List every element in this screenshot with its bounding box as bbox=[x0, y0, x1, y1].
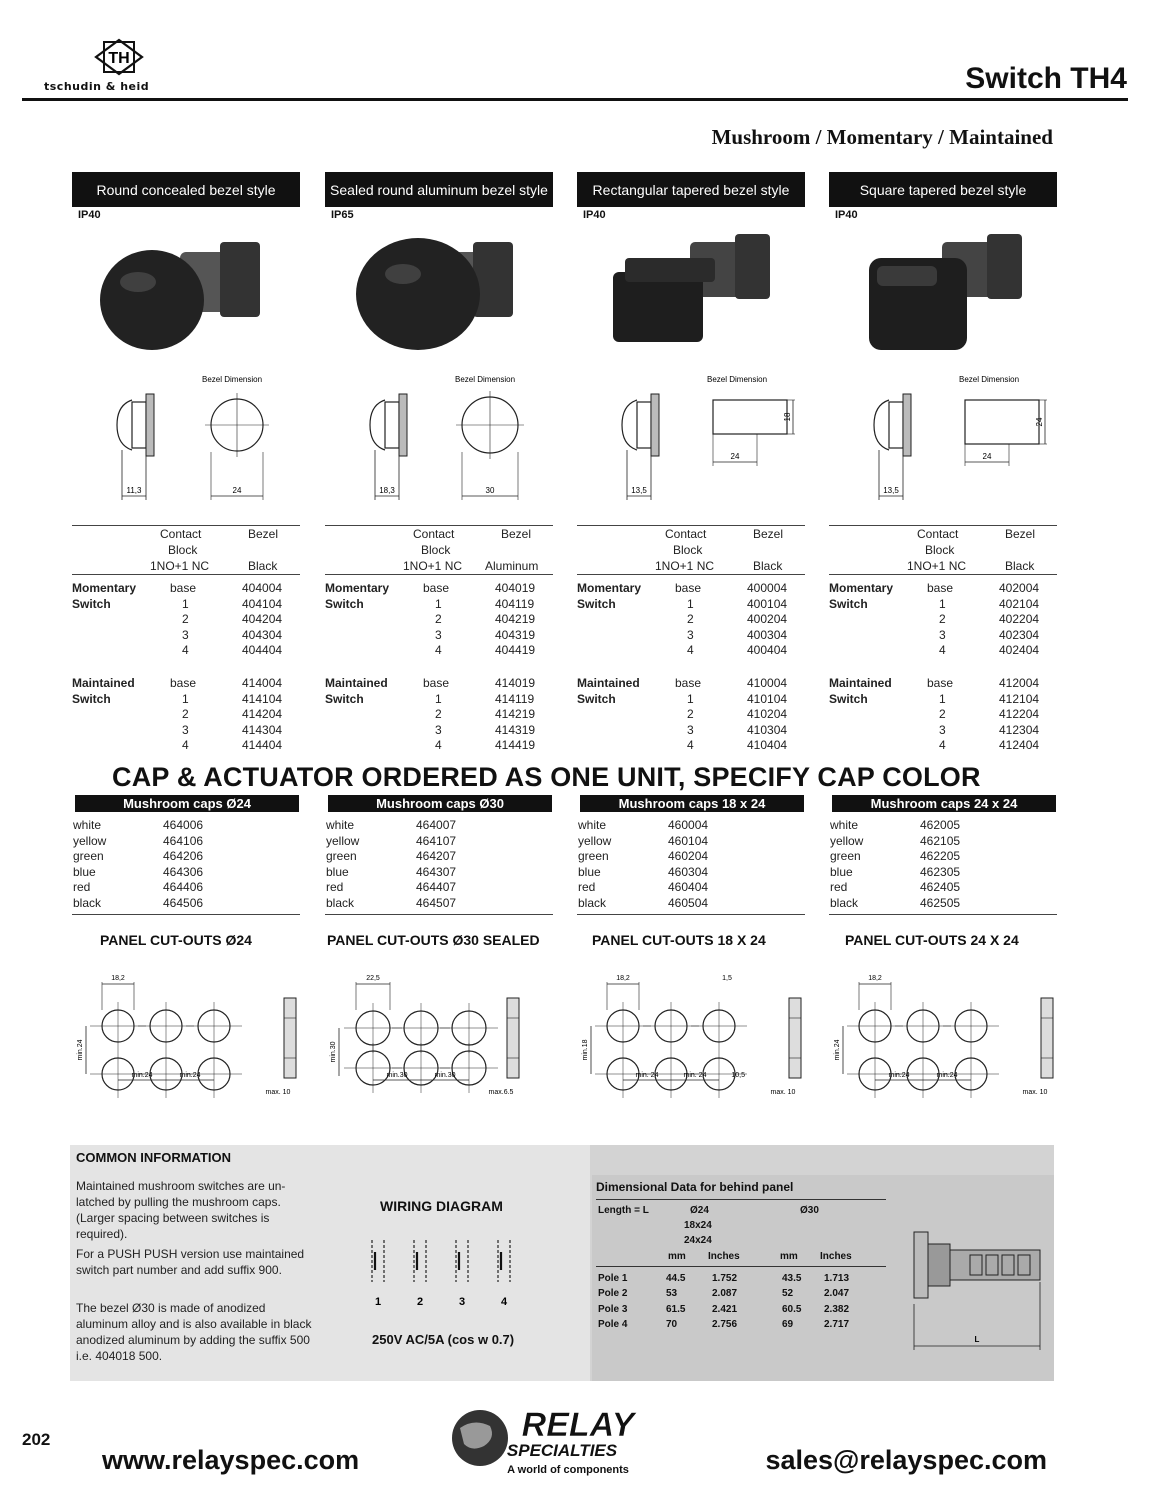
maintained-label-2: Switch bbox=[72, 691, 111, 706]
table-rule bbox=[829, 574, 1057, 575]
panel-side-dim: min.18 bbox=[582, 1039, 589, 1061]
cap-color-label: yellow bbox=[326, 833, 360, 848]
part-number: 404319 bbox=[495, 627, 536, 642]
step-label: 3 bbox=[687, 722, 694, 737]
bezel-drawing-icon bbox=[829, 370, 1057, 510]
step-label: 4 bbox=[939, 643, 946, 658]
part-number: 412404 bbox=[999, 738, 1040, 753]
step-label: 2 bbox=[687, 707, 694, 722]
table-header-block: Block bbox=[925, 543, 955, 557]
table-header-contact: Contact bbox=[160, 527, 202, 541]
step-label: 3 bbox=[182, 627, 189, 642]
cap-color-label: red bbox=[830, 880, 848, 895]
cap-rule bbox=[829, 914, 1057, 915]
cap-part-number: 462505 bbox=[920, 896, 961, 910]
panel-bottom-dim-1: min.24 bbox=[131, 1072, 153, 1079]
panel-top-dim: 18,2 bbox=[111, 975, 125, 982]
panel-bottom-dim-3: 10,5 bbox=[731, 1072, 746, 1079]
momentary-label-2: Switch bbox=[325, 596, 364, 611]
cap-color-label: blue bbox=[830, 864, 853, 879]
cap-part-number: 460104 bbox=[668, 833, 709, 848]
panel-side-dim: min.24 bbox=[834, 1039, 841, 1061]
dim-mm-30: 43.5 bbox=[782, 1273, 802, 1284]
cap-part-number: 462205 bbox=[920, 849, 961, 864]
step-label: base bbox=[423, 581, 450, 595]
cap-color-label: green bbox=[830, 849, 861, 864]
step-label: 2 bbox=[435, 612, 442, 627]
cap-color-label: red bbox=[326, 880, 344, 895]
cap-color-label: yellow bbox=[73, 833, 107, 848]
panel-bottom-dim-2: min.24 bbox=[179, 1072, 201, 1079]
maintained-label-1: Maintained bbox=[829, 676, 892, 690]
dim-mm2: mm bbox=[780, 1251, 798, 1262]
bezel-drawing-icon bbox=[72, 370, 300, 510]
page-title: Switch TH4 bbox=[965, 62, 1127, 95]
dim-col1: Ø24 bbox=[690, 1205, 709, 1216]
part-number: 402104 bbox=[999, 596, 1040, 611]
ip-rating: IP40 bbox=[78, 209, 101, 221]
page-subtitle: Mushroom / Momentary / Maintained bbox=[711, 125, 1053, 149]
part-number: 410204 bbox=[747, 707, 788, 722]
part-number: 414319 bbox=[495, 722, 536, 737]
cap-part-number: 464307 bbox=[416, 864, 457, 879]
part-number: 400404 bbox=[747, 643, 788, 658]
dim-label-a: 11,3 bbox=[126, 486, 142, 495]
cap-part-number: 460504 bbox=[668, 896, 709, 910]
table-header-nonc: 1NO+1 NC bbox=[403, 559, 463, 573]
table-header-nonc: 1NO+1 NC bbox=[907, 559, 967, 573]
step-label: base bbox=[927, 581, 954, 595]
part-number: 400104 bbox=[747, 596, 788, 611]
part-number: 404304 bbox=[242, 627, 283, 642]
dim-inch-24: 1.752 bbox=[712, 1273, 738, 1284]
cap-color-label: white bbox=[830, 818, 859, 832]
dim-mm-24: 53 bbox=[666, 1288, 678, 1300]
dimensional-title: Dimensional Data for behind panel bbox=[596, 1180, 794, 1194]
style-header: Sealed round aluminum bezel style bbox=[325, 172, 553, 207]
part-number: 414304 bbox=[242, 722, 283, 737]
panel-top-dim: 22,5 bbox=[366, 975, 380, 982]
part-number: 404419 bbox=[495, 643, 536, 658]
table-rule bbox=[325, 525, 553, 526]
step-label: 4 bbox=[687, 643, 694, 658]
table-header-bezel: Bezel bbox=[248, 527, 279, 541]
step-label: base bbox=[170, 581, 197, 595]
dim-col2: Ø30 bbox=[800, 1205, 819, 1216]
part-number: 404019 bbox=[495, 581, 536, 595]
common-info-p2: For a PUSH PUSH version use maintained switch part number and add suffix 900. bbox=[76, 1247, 305, 1277]
cap-color-label: white bbox=[326, 818, 355, 832]
cap-part-number: 462305 bbox=[920, 864, 961, 879]
table-rule bbox=[829, 525, 1057, 526]
part-number: 400204 bbox=[747, 612, 788, 627]
bezel-drawing-icon bbox=[325, 370, 553, 510]
bezel-drawing-icon bbox=[577, 370, 805, 510]
dim-inch-24: 2.421 bbox=[712, 1303, 738, 1315]
dim-pole-label: Pole 2 bbox=[598, 1288, 628, 1300]
cap-color-label: green bbox=[326, 849, 357, 864]
step-label: 2 bbox=[939, 707, 946, 722]
cap-rule bbox=[325, 914, 553, 915]
wiring-rating: 250V AC/5A (cos w 0.7) bbox=[372, 1332, 515, 1347]
panel-bottom-dim-1: min.24 bbox=[888, 1072, 910, 1079]
step-label: base bbox=[675, 676, 702, 690]
wiring-pole-label: 2 bbox=[416, 1296, 424, 1308]
part-number: 400304 bbox=[747, 627, 788, 642]
table-header-contact: Contact bbox=[665, 527, 707, 541]
table-rule bbox=[577, 525, 805, 526]
bezel-dimension-label: Bezel Dimension bbox=[958, 375, 1020, 384]
cap-header: Mushroom caps Ø24 bbox=[75, 795, 299, 812]
cap-header: Mushroom caps Ø30 bbox=[328, 795, 552, 812]
part-number: 404219 bbox=[495, 612, 536, 627]
style-header: Round concealed bezel style bbox=[72, 172, 300, 207]
part-number: 414004 bbox=[242, 676, 283, 690]
cap-part-number: 464407 bbox=[416, 880, 457, 895]
panel-top-dim: 18,2 bbox=[616, 975, 630, 982]
bezel-dimension-label: Bezel Dimension bbox=[201, 375, 263, 384]
table-rule bbox=[72, 574, 300, 575]
step-label: 1 bbox=[687, 596, 694, 611]
dim-mm-24: 70 bbox=[666, 1319, 678, 1331]
table-header-bezel: Bezel bbox=[501, 527, 532, 541]
maintained-label-1: Maintained bbox=[72, 676, 135, 690]
dim-pole-label: Pole 1 bbox=[598, 1273, 628, 1284]
panel-side-dim: min.30 bbox=[330, 1041, 337, 1063]
step-label: 3 bbox=[939, 627, 946, 642]
table-header-bezel-color: Aluminum bbox=[485, 559, 539, 573]
step-label: base bbox=[675, 581, 702, 595]
cap-color-label: black bbox=[578, 896, 607, 910]
table-rule bbox=[577, 574, 805, 575]
logo-relay: RELAY bbox=[521, 1406, 635, 1444]
cap-color-label: red bbox=[73, 880, 91, 895]
panel-bottom-dim-2: min. 24 bbox=[683, 1072, 707, 1079]
part-number: 404404 bbox=[242, 643, 283, 658]
cap-color-label: black bbox=[73, 896, 102, 910]
dim-mm-30: 60.5 bbox=[782, 1303, 802, 1315]
table-header-contact: Contact bbox=[917, 527, 959, 541]
cap-part-number: 464106 bbox=[163, 833, 204, 848]
table-rule bbox=[325, 574, 553, 575]
dim-label-c: 18 bbox=[783, 412, 792, 422]
cap-rule bbox=[72, 914, 300, 915]
dim-label-b: 24 bbox=[730, 452, 740, 461]
momentary-label-1: Momentary bbox=[72, 581, 137, 595]
step-label: 3 bbox=[435, 627, 442, 642]
cap-part-number: 464007 bbox=[416, 818, 457, 832]
table-header-bezel-color: Black bbox=[1005, 559, 1035, 573]
dim-label-b: 30 bbox=[485, 486, 495, 495]
wiring-diagram-icon bbox=[356, 1232, 546, 1312]
panel-cutout-title: PANEL CUT-OUTS 24 X 24 bbox=[845, 932, 1019, 948]
momentary-label-1: Momentary bbox=[325, 581, 390, 595]
part-number: 412204 bbox=[999, 707, 1040, 722]
ip-rating: IP65 bbox=[331, 209, 354, 221]
part-number: 414019 bbox=[495, 676, 536, 690]
cap-part-number: 462105 bbox=[920, 833, 961, 848]
maintained-label-1: Maintained bbox=[325, 676, 388, 690]
cap-color-label: green bbox=[73, 849, 104, 864]
part-number: 412304 bbox=[999, 722, 1040, 737]
part-number: 414404 bbox=[242, 738, 283, 753]
globe-logo-icon bbox=[438, 1402, 678, 1482]
panel-cutout-title: PANEL CUT-OUTS Ø24 bbox=[100, 932, 252, 948]
table-rule bbox=[72, 525, 300, 526]
part-number: 414219 bbox=[495, 707, 536, 722]
wiring-pole-label: 3 bbox=[458, 1296, 466, 1308]
switch-photo-icon bbox=[343, 222, 543, 372]
momentary-label-2: Switch bbox=[577, 596, 616, 611]
table-header-bezel: Bezel bbox=[753, 527, 784, 541]
step-label: 2 bbox=[182, 612, 189, 627]
cap-part-number: 464107 bbox=[416, 833, 457, 848]
step-label: 2 bbox=[435, 707, 442, 722]
cap-color-label: black bbox=[326, 896, 355, 910]
part-number: 404004 bbox=[242, 581, 283, 595]
table-header-nonc: 1NO+1 NC bbox=[150, 559, 210, 573]
step-label: 2 bbox=[182, 707, 189, 722]
dim-label-c: 24 bbox=[1035, 417, 1044, 427]
panel-bottom-dim-2: min.30 bbox=[434, 1072, 456, 1079]
step-label: base bbox=[423, 676, 450, 690]
wiring-title: WIRING DIAGRAM bbox=[380, 1198, 503, 1214]
momentary-label-1: Momentary bbox=[829, 581, 894, 595]
part-number: 400004 bbox=[747, 581, 788, 595]
behind-length-label: L bbox=[974, 1335, 980, 1344]
step-label: 2 bbox=[939, 612, 946, 627]
part-number: 410104 bbox=[747, 691, 788, 706]
step-label: 4 bbox=[182, 738, 189, 753]
part-number: 404204 bbox=[242, 612, 283, 627]
cap-header: Mushroom caps 24 x 24 bbox=[832, 795, 1056, 812]
dim-inch-30: 1.713 bbox=[824, 1273, 850, 1284]
cap-color-label: green bbox=[578, 849, 609, 864]
dim-col1b: 18x24 bbox=[684, 1220, 712, 1231]
cap-color-label: black bbox=[830, 896, 859, 910]
cap-color-label: yellow bbox=[830, 833, 864, 848]
dim-in2: Inches bbox=[820, 1251, 852, 1262]
step-label: 1 bbox=[435, 596, 442, 611]
cap-color-label: blue bbox=[73, 864, 96, 879]
step-label: 4 bbox=[435, 643, 442, 658]
step-label: 3 bbox=[182, 722, 189, 737]
table-header-bezel: Bezel bbox=[1005, 527, 1036, 541]
panel-cutout-drawing-icon bbox=[829, 960, 1069, 1130]
wiring-pole-label: 4 bbox=[500, 1296, 508, 1308]
panel-side-dim: min.24 bbox=[77, 1039, 84, 1061]
step-label: 3 bbox=[687, 627, 694, 642]
step-label: 1 bbox=[182, 691, 189, 706]
cap-part-number: 464207 bbox=[416, 849, 457, 864]
cap-part-number: 464306 bbox=[163, 864, 204, 879]
cap-color-label: blue bbox=[578, 864, 601, 879]
part-number: 410404 bbox=[747, 738, 788, 753]
dim-length-label: Length = L bbox=[598, 1205, 649, 1216]
cap-part-number: 464507 bbox=[416, 896, 457, 910]
cap-color-label: blue bbox=[326, 864, 349, 879]
step-label: 4 bbox=[182, 643, 189, 658]
logo-specialties: SPECIALTIES bbox=[506, 1441, 618, 1460]
step-label: 1 bbox=[939, 596, 946, 611]
ip-rating: IP40 bbox=[835, 209, 858, 221]
step-label: 4 bbox=[939, 738, 946, 753]
part-number: 402404 bbox=[999, 643, 1040, 658]
dim-label-a: 13,5 bbox=[883, 486, 899, 495]
dim-inch-30: 2.047 bbox=[824, 1288, 850, 1300]
switch-photo-icon bbox=[595, 222, 795, 372]
th-logo-icon bbox=[44, 36, 194, 80]
panel-cutout-drawing-icon bbox=[72, 960, 312, 1130]
step-label: 2 bbox=[687, 612, 694, 627]
cap-color-label: white bbox=[73, 818, 102, 832]
maintained-label-2: Switch bbox=[829, 691, 868, 706]
dim-inch-24: 2.087 bbox=[712, 1288, 738, 1300]
dim-label-a: 13,5 bbox=[631, 486, 647, 495]
step-label: 1 bbox=[939, 691, 946, 706]
common-info-p3: The bezel Ø30 is made of anodized aluminum alloy and is also available in black anodized aluminum by adding the suffix 500 i.e. 404018 500. bbox=[76, 1301, 312, 1363]
style-header: Square tapered bezel style bbox=[829, 172, 1057, 207]
panel-cutout-drawing-icon bbox=[325, 960, 565, 1130]
panel-bottom-dim-2: min.24 bbox=[936, 1072, 958, 1079]
page-number: 202 bbox=[22, 1430, 51, 1449]
style-header: Rectangular tapered bezel style bbox=[577, 172, 805, 207]
part-number: 414104 bbox=[242, 691, 283, 706]
part-number: 414419 bbox=[495, 738, 536, 753]
panel-cutout-title: PANEL CUT-OUTS 18 X 24 bbox=[592, 932, 766, 948]
cap-part-number: 460204 bbox=[668, 849, 709, 864]
table-header-block: Block bbox=[168, 543, 198, 557]
wiring-pole-label: 1 bbox=[374, 1296, 382, 1308]
part-number: 404119 bbox=[495, 596, 535, 611]
common-info-p1: Maintained mushroom switches are un-latched by pulling the mushroom caps. (Larger spacing between switches is required). bbox=[76, 1179, 286, 1241]
cap-color-label: yellow bbox=[578, 833, 612, 848]
part-number: 410304 bbox=[747, 722, 788, 737]
switch-photo-icon bbox=[90, 222, 290, 372]
cap-part-number: 460004 bbox=[668, 818, 709, 832]
step-label: base bbox=[927, 676, 954, 690]
part-number: 414119 bbox=[495, 691, 535, 706]
step-label: base bbox=[170, 676, 197, 690]
switch-photo-icon bbox=[847, 222, 1047, 372]
momentary-label-1: Momentary bbox=[577, 581, 642, 595]
cap-part-number: 464506 bbox=[163, 896, 204, 910]
part-number: 402004 bbox=[999, 581, 1040, 595]
cap-part-number: 460304 bbox=[668, 864, 709, 879]
header-rule bbox=[22, 98, 1128, 101]
table-header-bezel-color: Black bbox=[753, 559, 783, 573]
panel-max-thickness: max. 10 bbox=[1022, 1089, 1048, 1096]
part-number: 404104 bbox=[242, 596, 283, 611]
part-number: 414204 bbox=[242, 707, 283, 722]
panel-bottom-dim-1: min.30 bbox=[386, 1072, 408, 1079]
table-header-bezel-color: Black bbox=[248, 559, 278, 573]
step-label: 4 bbox=[435, 738, 442, 753]
part-number: 402304 bbox=[999, 627, 1040, 642]
dim-inch-24: 2.756 bbox=[712, 1319, 738, 1331]
cap-header: Mushroom caps 18 x 24 bbox=[580, 795, 804, 812]
panel-max-thickness: max. 10 bbox=[265, 1089, 291, 1096]
bezel-dimension-label: Bezel Dimension bbox=[454, 375, 516, 384]
table-header-contact: Contact bbox=[413, 527, 455, 541]
dim-col1c: 24x24 bbox=[684, 1235, 712, 1246]
dim-in1: Inches bbox=[708, 1251, 740, 1262]
bezel-dimension-label: Bezel Dimension bbox=[706, 375, 768, 384]
momentary-label-2: Switch bbox=[829, 596, 868, 611]
dim-label-b: 24 bbox=[232, 486, 242, 495]
brand-name: tschudin & heid bbox=[44, 80, 150, 93]
cap-rule bbox=[577, 914, 805, 915]
step-label: 1 bbox=[435, 691, 442, 706]
panel-bottom-dim-1: min. 24 bbox=[635, 1072, 659, 1079]
brand-logo bbox=[44, 36, 194, 96]
step-label: 3 bbox=[435, 722, 442, 737]
table-header-block: Block bbox=[421, 543, 451, 557]
email-link[interactable]: sales@relayspec.com bbox=[765, 1445, 1047, 1475]
panel-top-dim-2: 1,5 bbox=[722, 975, 732, 982]
logo-tagline: A world of components bbox=[507, 1464, 629, 1476]
common-info-heading: COMMON INFORMATION bbox=[76, 1150, 232, 1165]
part-number: 412104 bbox=[999, 691, 1040, 706]
dim-mm-30: 52 bbox=[782, 1288, 794, 1300]
dim-mm-30: 69 bbox=[782, 1319, 794, 1331]
logo-mark: TH bbox=[108, 50, 130, 67]
part-number: 402204 bbox=[999, 612, 1040, 627]
order-banner: CAP & ACTUATOR ORDERED AS ONE UNIT, SPECIFY CAP COLOR bbox=[112, 762, 981, 792]
ip-rating: IP40 bbox=[583, 209, 606, 221]
part-number: 412004 bbox=[999, 676, 1040, 690]
relay-specialties-logo bbox=[438, 1402, 678, 1482]
behind-panel-dimension-icon bbox=[904, 1222, 1050, 1362]
cap-part-number: 464006 bbox=[163, 818, 204, 832]
step-label: 1 bbox=[687, 691, 694, 706]
cap-part-number: 462405 bbox=[920, 880, 961, 895]
dim-mm-24: 61.5 bbox=[666, 1303, 686, 1315]
cap-part-number: 464206 bbox=[163, 849, 204, 864]
dim-inch-30: 2.382 bbox=[824, 1303, 850, 1315]
panel-max-thickness: max. 10 bbox=[770, 1089, 796, 1096]
dim-mm-24: 44.5 bbox=[666, 1273, 686, 1284]
panel-cutout-drawing-icon bbox=[577, 960, 817, 1130]
dim-label-a: 18,3 bbox=[379, 486, 395, 495]
step-label: 3 bbox=[939, 722, 946, 737]
panel-top-dim: 18,2 bbox=[868, 975, 882, 982]
cap-part-number: 462005 bbox=[920, 818, 961, 832]
step-label: 4 bbox=[687, 738, 694, 753]
dim-mm1: mm bbox=[668, 1251, 686, 1262]
step-label: 1 bbox=[182, 596, 189, 611]
panel-max-thickness: max.6.5 bbox=[488, 1089, 514, 1096]
cap-color-label: white bbox=[578, 818, 607, 832]
momentary-label-2: Switch bbox=[72, 596, 111, 611]
dim-pole-label: Pole 4 bbox=[598, 1319, 628, 1331]
panel-cutout-title: PANEL CUT-OUTS Ø30 SEALED bbox=[327, 932, 540, 948]
table-header-nonc: 1NO+1 NC bbox=[655, 559, 715, 573]
dim-inch-30: 2.717 bbox=[824, 1319, 850, 1331]
maintained-label-2: Switch bbox=[577, 691, 616, 706]
dim-pole-label: Pole 3 bbox=[598, 1303, 628, 1315]
part-number: 410004 bbox=[747, 676, 788, 690]
cap-color-label: red bbox=[578, 880, 596, 895]
table-header-block: Block bbox=[673, 543, 703, 557]
maintained-label-2: Switch bbox=[325, 691, 364, 706]
maintained-label-1: Maintained bbox=[577, 676, 640, 690]
dim-label-b: 24 bbox=[982, 452, 992, 461]
cap-part-number: 464406 bbox=[163, 880, 204, 895]
website-link[interactable]: www.relayspec.com bbox=[102, 1445, 360, 1475]
cap-part-number: 460404 bbox=[668, 880, 709, 895]
